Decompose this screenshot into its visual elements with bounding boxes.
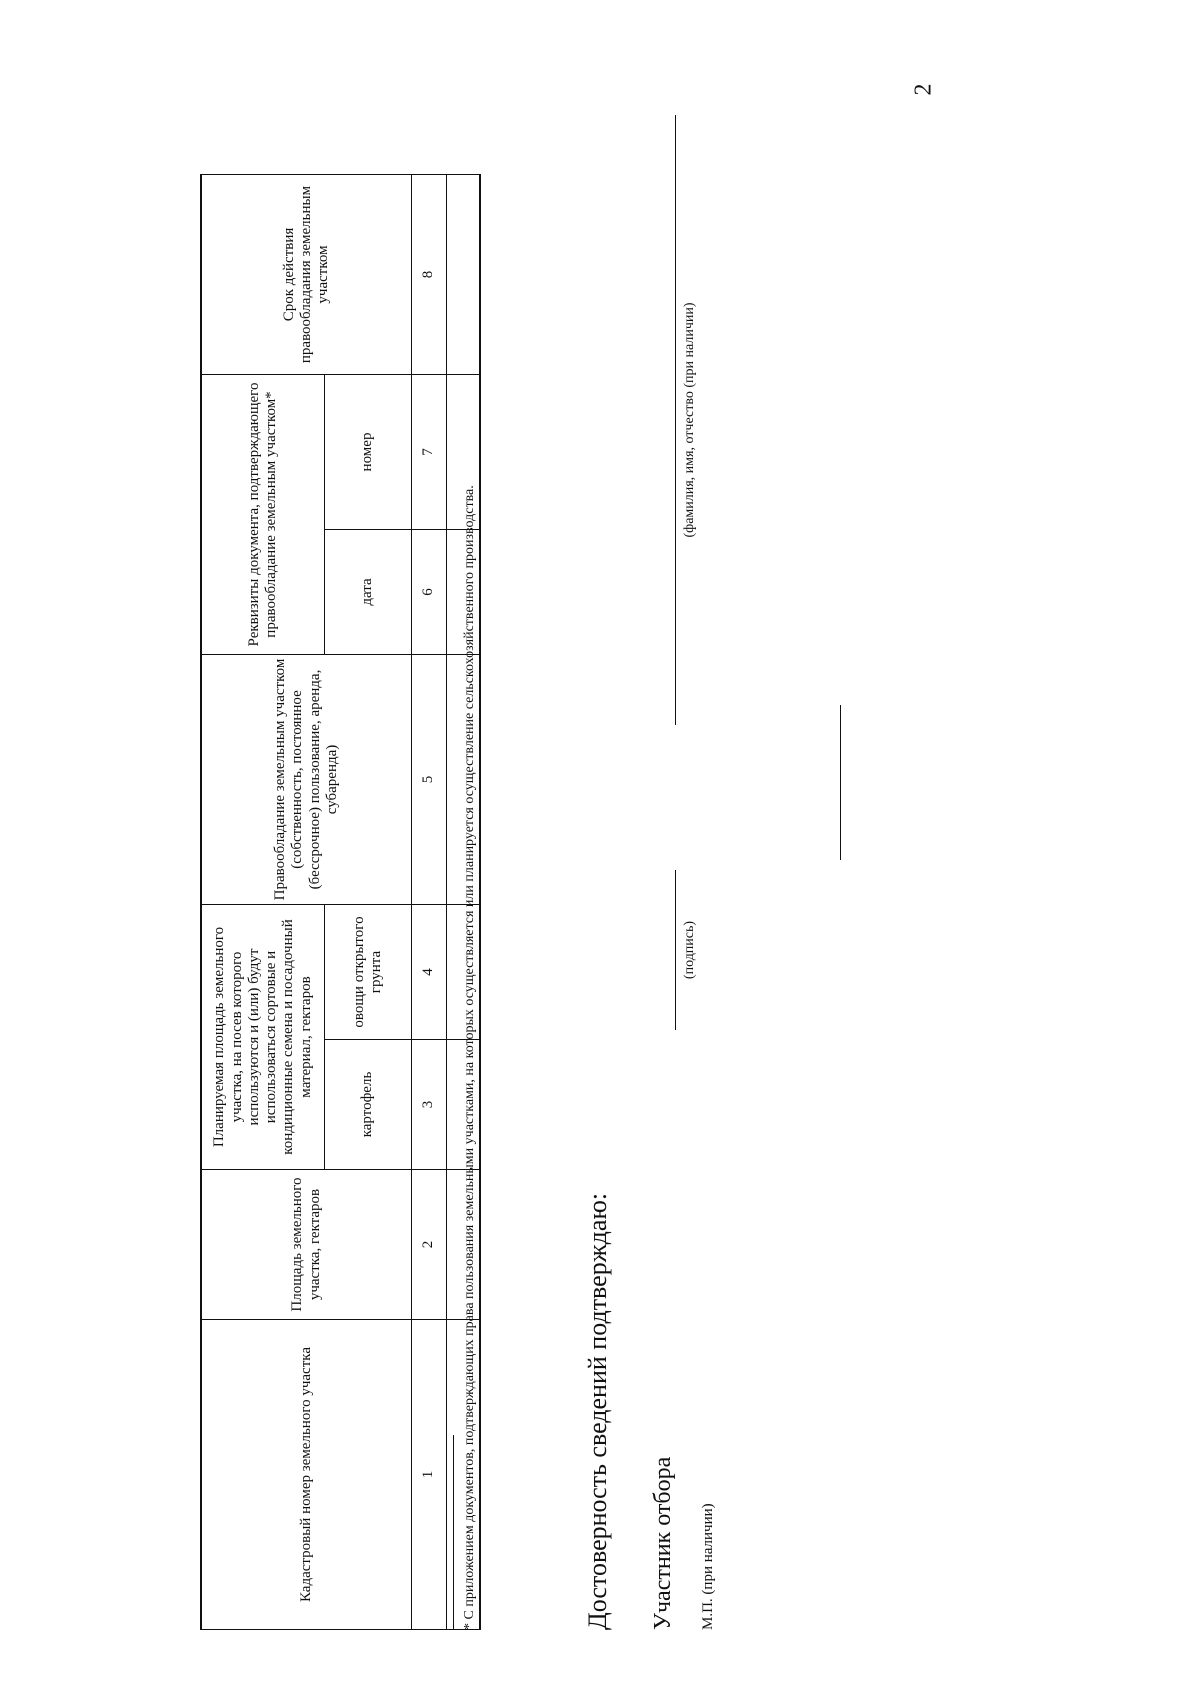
header-ownership-term: Срок действия правообладания земельным участком: [201, 175, 412, 375]
header-date: дата: [325, 530, 412, 655]
column-number: 7: [412, 375, 447, 530]
table-cell[interactable]: [447, 175, 481, 375]
footnote-separator: [453, 1435, 454, 1630]
header-ownership: Правообладание земельным участком (собственность, постоянное (бессрочное) пользование, аренда, субаренда): [201, 655, 412, 905]
footnote-text: * С приложением документов, подтверждающих права пользования земельными участками, на которых осуществляется или планируется осуществление сельскохозяйственного производства.: [462, 485, 477, 1630]
page-number: 2: [910, 83, 937, 96]
column-number: 3: [412, 1040, 447, 1170]
stamp-label: М.П. (при наличии): [700, 1503, 716, 1630]
column-number: 2: [412, 1170, 447, 1320]
signature-caption: (подпись): [682, 920, 697, 980]
header-potato: картофель: [325, 1040, 412, 1170]
rotated-form-content: [200, 80, 760, 1630]
signature-line[interactable]: [675, 870, 676, 1030]
land-plots-table: [200, 174, 481, 1630]
full-name-line[interactable]: [675, 115, 676, 725]
header-plot-area: Площадь земельного участка, гектаров: [201, 1170, 412, 1320]
header-number: номер: [325, 375, 412, 530]
header-document-details: Реквизиты документа, подтверждающего правообладание земельным участком*: [201, 375, 325, 655]
column-numbers-row: [412, 175, 447, 1630]
scan-artifact-line: [840, 705, 841, 860]
column-number: 4: [412, 905, 447, 1040]
column-number: 8: [412, 175, 447, 375]
column-number: 5: [412, 655, 447, 905]
column-number: 6: [412, 530, 447, 655]
participant-label: Участник отбора: [650, 1456, 676, 1630]
header-cadastral-number: Кадастровый номер земельного участка: [201, 1320, 412, 1630]
confirmation-heading: Достоверность сведений подтверждаю:: [583, 1192, 612, 1630]
header-planned-area: Планируемая площадь земельного участка, на посев которого используются и (или) будут использоваться сортовые и кондиционные семена и посадочный материал, гектаров: [201, 905, 325, 1170]
full-name-caption: (фамилия, имя, отчество (при наличии): [682, 302, 697, 538]
header-vegetables: овощи открытого грунта: [325, 905, 412, 1040]
column-number: 1: [412, 1320, 447, 1630]
